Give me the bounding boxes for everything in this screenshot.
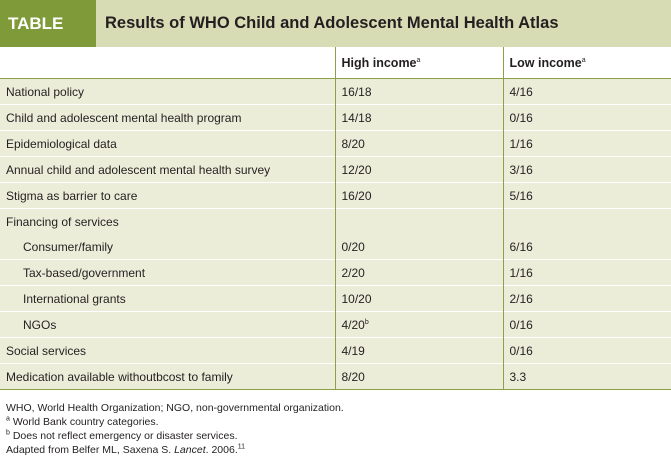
row-label: Epidemiological data <box>0 131 335 157</box>
low-income-value: 1/16 <box>503 260 671 286</box>
low-income-value <box>503 209 671 235</box>
abbreviations-note: WHO, World Health Organization; NGO, non-governmental organization. <box>6 402 344 414</box>
low-income-value: 3.3 <box>503 364 671 390</box>
table-title: Results of WHO Child and Adolescent Mental Health Atlas <box>105 14 559 32</box>
low-income-value: 0/16 <box>503 338 671 364</box>
table-row <box>0 338 671 364</box>
low-income-value: 1/16 <box>503 131 671 157</box>
footnote-a <box>6 415 344 429</box>
row-label: Medication available withoutbcost to family <box>0 364 335 390</box>
table-row <box>0 105 671 131</box>
footnote-a-marker: a <box>416 56 421 64</box>
row-label: Consumer/family <box>23 239 114 254</box>
footnote-b-marker: b <box>364 318 369 326</box>
footnote-b-mark: b <box>6 429 10 437</box>
high-income-value: 16/20 <box>335 183 503 209</box>
footnote-a-mark: a <box>6 415 10 423</box>
high-income-value: 8/20 <box>335 364 503 390</box>
high-income-value: 4/19 <box>335 338 503 364</box>
header-high-income <box>335 47 503 79</box>
footnote-b-text: Does not reflect emergency or disaster services. <box>9 430 238 442</box>
table-row <box>0 364 671 390</box>
header-item <box>0 47 335 79</box>
row-label: Social services <box>0 338 335 364</box>
source-journal: Lancet <box>174 444 206 456</box>
source-text: Adapted from Belfer ML, Saxena S. <box>6 444 175 456</box>
high-income-value: 16/18 <box>335 79 503 105</box>
header-low-income <box>503 47 671 79</box>
footnote-a-text: World Bank country categories. <box>9 416 159 428</box>
table-row <box>0 260 671 286</box>
high-income-value: 0/20 <box>335 234 503 260</box>
table-row <box>0 312 671 338</box>
high-income-value <box>335 312 503 338</box>
high-income-value <box>335 209 503 235</box>
table-row <box>0 79 671 105</box>
high-income-value: 10/20 <box>335 286 503 312</box>
table-row <box>0 209 671 235</box>
low-income-value: 5/16 <box>503 183 671 209</box>
source-note <box>6 443 344 457</box>
header-high-income-label: High income <box>341 55 417 70</box>
row-label: Stigma as barrier to care <box>0 183 335 209</box>
high-income-value: 12/20 <box>335 157 503 183</box>
footnote-a-marker: a <box>581 56 586 64</box>
row-label: Tax-based/government <box>0 260 335 286</box>
table-row <box>0 286 671 312</box>
row-label: International grants <box>0 286 335 312</box>
table-tag: TABLE <box>0 0 96 47</box>
source-year: . 2006. <box>205 444 238 456</box>
row-label: Financing of services <box>0 209 335 235</box>
row-label: Annual child and adolescent mental health survey <box>0 157 335 183</box>
low-income-value: 6/16 <box>503 234 671 260</box>
low-income-value: 0/16 <box>503 105 671 131</box>
table-row <box>0 157 671 183</box>
row-label: NGOs <box>0 312 335 338</box>
row-label: Child and adolescent mental health program <box>0 105 335 131</box>
footnotes <box>6 401 344 457</box>
low-income-value: 0/16 <box>503 312 671 338</box>
high-income-value: 2/20 <box>335 260 503 286</box>
source-reference-number: 11 <box>237 443 246 451</box>
high-income-value: 8/20 <box>335 131 503 157</box>
atlas-table <box>0 47 671 390</box>
header-row <box>0 47 671 79</box>
row-label: National policy <box>0 79 335 105</box>
low-income-value: 3/16 <box>503 157 671 183</box>
header-low-income-label: Low income <box>509 55 582 70</box>
high-income-value-text: 4/20 <box>341 317 365 332</box>
low-income-value: 2/16 <box>503 286 671 312</box>
low-income-value: 4/16 <box>503 79 671 105</box>
table-row <box>0 234 671 260</box>
high-income-value: 14/18 <box>335 105 503 131</box>
footnote-b <box>6 429 344 443</box>
table-row <box>0 183 671 209</box>
table-row <box>0 131 671 157</box>
